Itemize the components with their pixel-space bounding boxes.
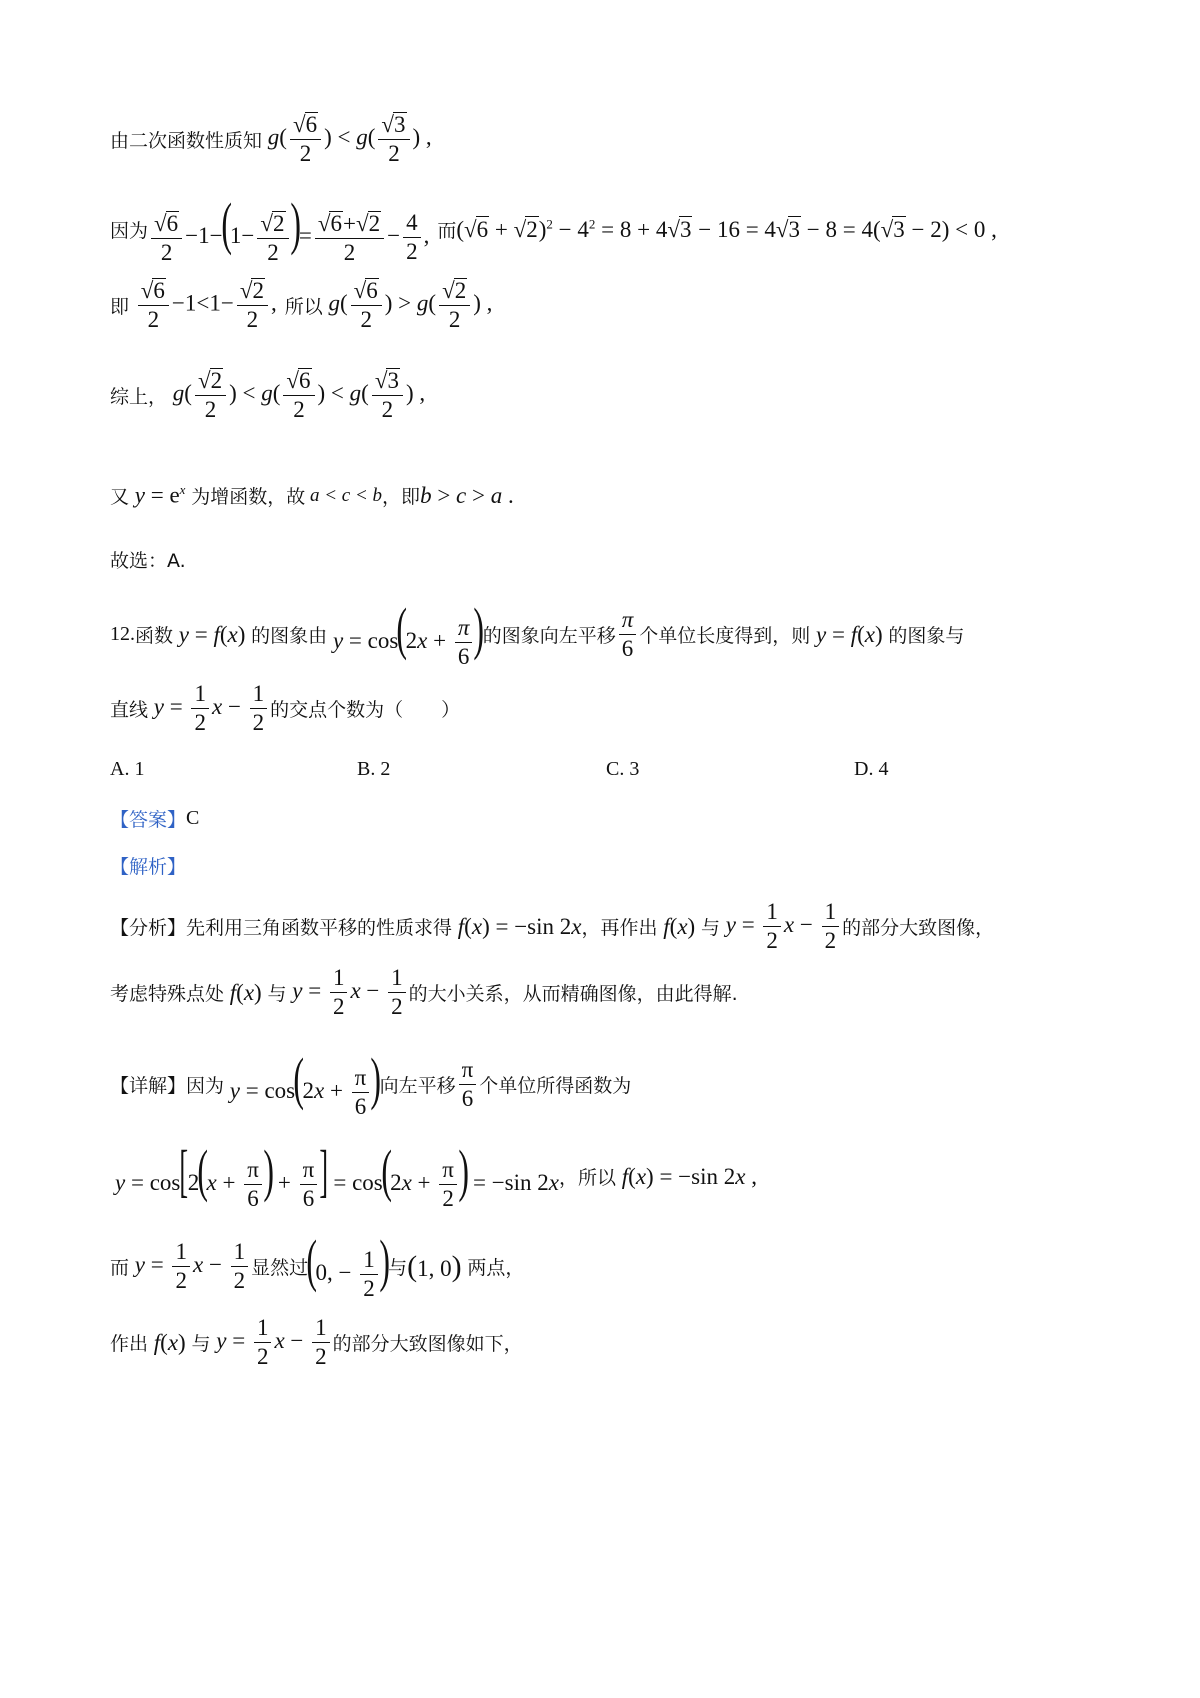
option-a[interactable]: A. 1 bbox=[110, 758, 145, 780]
detail-line3 bbox=[110, 1228, 525, 1302]
math-expression: g( √ 6 2 ) < g( √ 3 2 ) , bbox=[267, 112, 432, 167]
text: 综上， bbox=[110, 385, 168, 408]
math-expression: $y = e^x$ bbox=[134, 482, 186, 508]
text: 的图象由 bbox=[251, 625, 328, 648]
math-expression: y = $\frac{1}{2}$ x − $\frac{1}{2}$ bbox=[210, 1316, 332, 1369]
analysis-line2 bbox=[110, 966, 738, 1019]
explanation-tag: 【解析】 bbox=[110, 856, 187, 878]
analysis-line1 bbox=[110, 900, 994, 953]
text: ，再作出 bbox=[581, 917, 658, 940]
math-expression: y = $\frac{1}{2}$ x − $\frac{1}{2}$ bbox=[129, 1240, 251, 1293]
text: 显然过 bbox=[251, 1257, 309, 1280]
text: 与 bbox=[388, 1257, 408, 1280]
text: 考虑特殊点处 bbox=[110, 983, 225, 1006]
math-expression: $\frac{\pi}{6}$ bbox=[456, 1058, 480, 1111]
line-summary bbox=[110, 368, 425, 422]
detail-line2 bbox=[115, 1138, 757, 1212]
text: 即 bbox=[110, 295, 130, 318]
text: 为增函数，故 bbox=[191, 486, 306, 508]
text: 的部分大致图像如下， bbox=[332, 1333, 523, 1356]
analysis-tag: 【分析】 bbox=[110, 917, 187, 940]
detail-line1 bbox=[110, 1046, 632, 1120]
answer-tag: 【答案】 bbox=[110, 809, 187, 831]
text: 的图象向左平移 bbox=[482, 625, 616, 648]
detail-line4 bbox=[110, 1316, 523, 1369]
math-expression: f(x) bbox=[663, 913, 701, 939]
text: ，所以 bbox=[559, 1167, 617, 1190]
text: 而 bbox=[437, 220, 457, 243]
math-expression: y = f(x) bbox=[178, 621, 252, 647]
text: 函数 bbox=[135, 625, 174, 648]
text: 的图象与 bbox=[888, 625, 965, 648]
text: 又 bbox=[110, 486, 130, 508]
text: 故选：A. bbox=[110, 550, 186, 572]
math-expression: f(x) = −sin 2x , bbox=[621, 1163, 757, 1189]
question-12 bbox=[110, 596, 965, 670]
text: 与 bbox=[267, 983, 287, 1006]
math-expression: (√ 6 + √ 2 )$^2 - 4^2 = 8 + 4√$ 3 − 16 = 4√ 3 − 8 = 4(√ 3 − 2) < 0 , bbox=[456, 216, 997, 243]
text: 直线 bbox=[110, 699, 149, 722]
text: 两点， bbox=[467, 1257, 525, 1280]
math-expression: b > c > a . bbox=[420, 482, 514, 508]
option-d[interactable]: D. 4 bbox=[854, 758, 889, 780]
math-expression: f(x) bbox=[229, 979, 268, 1005]
math-expression: g( √ 6 2 ) > g( √ 2 2 ) , bbox=[328, 278, 493, 333]
answer-line bbox=[110, 805, 199, 832]
answer-value: C bbox=[186, 807, 200, 829]
text: 而 bbox=[110, 1257, 130, 1280]
line-exp-increasing bbox=[110, 482, 514, 509]
math-expression: a < c < b bbox=[305, 484, 383, 506]
math-expression: y = $\frac{1}{2}$ x − $\frac{1}{2}$ bbox=[148, 682, 270, 735]
text: 与 bbox=[191, 1333, 211, 1356]
math-expression: f(x) bbox=[153, 1329, 192, 1355]
text: 个单位长度得到，则 bbox=[639, 625, 811, 648]
text: 由二次函数性质知 bbox=[110, 129, 263, 152]
detail-tag: 【详解】 bbox=[110, 1075, 187, 1098]
text: 因为 bbox=[110, 220, 149, 243]
text: 个单位所得函数为 bbox=[479, 1075, 632, 1098]
math-expression: √ 6 2 −1<1− √ 2 2 , bbox=[129, 278, 277, 332]
text: 先利用三角函数平移的性质求得 bbox=[186, 917, 453, 940]
text: 的交点个数为（ ） bbox=[270, 699, 461, 722]
math-expression: (1, 0) bbox=[407, 1249, 462, 1283]
text: 向左平移 bbox=[379, 1075, 456, 1098]
math-expression: y = $\frac{1}{2}$ x − $\frac{1}{2}$ bbox=[286, 966, 408, 1019]
line-choice bbox=[110, 546, 186, 573]
question-12-line2 bbox=[110, 682, 460, 735]
line-comparison bbox=[110, 191, 997, 265]
text: 所以 bbox=[284, 295, 323, 318]
line-quadratic-property bbox=[110, 112, 432, 166]
math-expression: y = cos[2(x + $\frac{\pi}{6}$ ) + $\frac{\pi}{6}$ ] = cos(2x + $\frac{\pi}{2}$ ) = −sin 2x bbox=[115, 1138, 559, 1212]
math-expression: √ 6 2 −1−(1− √ 2 2 )= √ 6 +√ 2 2 − $\frac{4}{2}$ , bbox=[148, 195, 429, 265]
math-expression: f(x) = −sin 2x bbox=[457, 913, 582, 939]
math-expression: y = cos(2x + $\frac{\pi}{6}$ ) bbox=[229, 1046, 382, 1120]
question-number: 12. bbox=[110, 623, 135, 646]
math-expression: y = cos(2x + $\frac{\pi}{6}$ ) bbox=[332, 596, 485, 670]
math-expression: y = $\frac{1}{2}$ x − $\frac{1}{2}$ bbox=[720, 900, 842, 953]
explanation-heading bbox=[110, 852, 186, 879]
option-c[interactable]: C. 3 bbox=[606, 758, 640, 780]
text: 的部分大致图像， bbox=[842, 917, 995, 940]
math-expression: $\frac{\pi}{6}$ bbox=[616, 608, 640, 661]
text: 的大小关系，从而精确图像，由此得解. bbox=[408, 983, 738, 1006]
text: 作出 bbox=[110, 1333, 149, 1356]
line-therefore bbox=[110, 278, 492, 332]
text: ，即 bbox=[382, 486, 421, 508]
option-b[interactable]: B. 2 bbox=[357, 758, 391, 780]
math-expression: (0, − $\frac{1}{2}$ ) bbox=[306, 1228, 390, 1302]
math-expression: y = f(x) bbox=[816, 621, 889, 647]
math-expression: g( √ 2 2 ) < g( √ 6 2 ) < g( √ 3 2 ) , bbox=[172, 368, 426, 423]
text: 与 bbox=[700, 917, 720, 940]
text: 因为 bbox=[186, 1075, 225, 1098]
